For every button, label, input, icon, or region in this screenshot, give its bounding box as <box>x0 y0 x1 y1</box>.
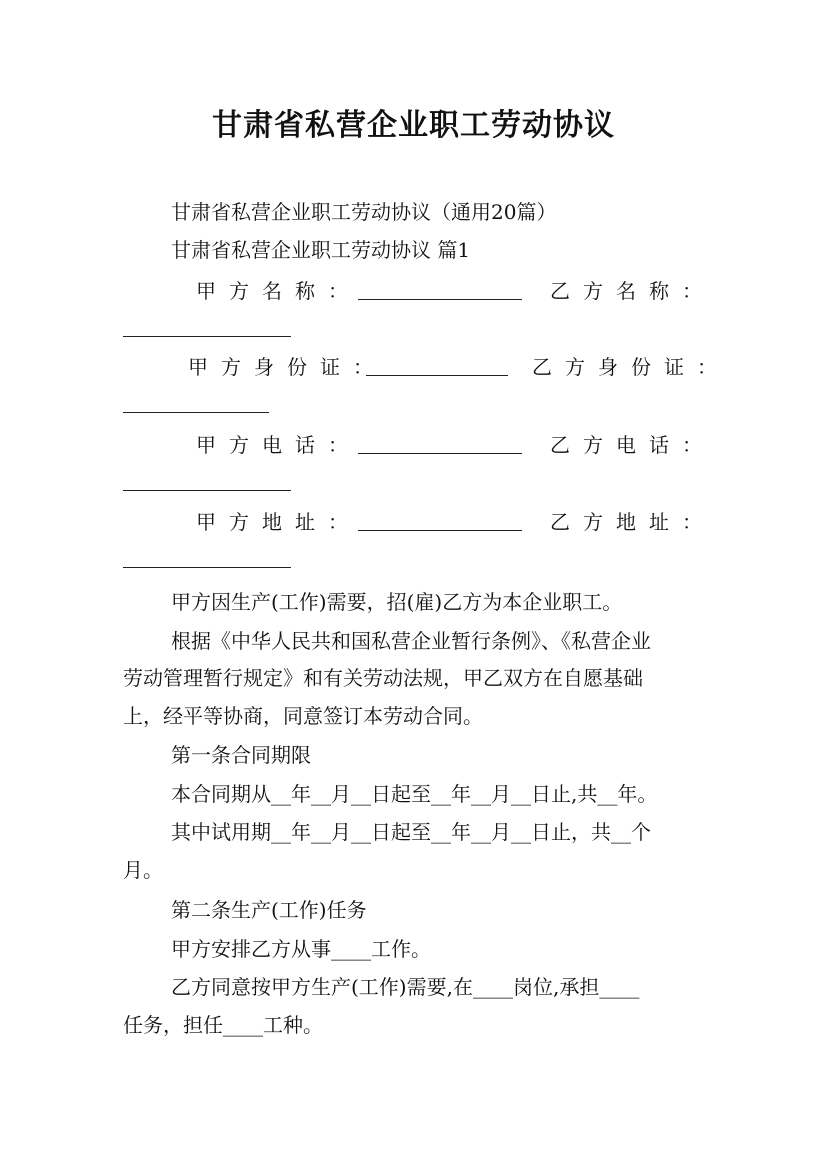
paragraph-recruitment: 甲方因生产(工作)需要，招(雇)乙方为本企业职工。 <box>171 590 623 614</box>
party-name-row <box>123 277 715 305</box>
party-a-name-label: 甲方名称： <box>196 279 361 303</box>
party-a-id-label: 甲方身份证： <box>188 355 386 379</box>
party-b-name-blank <box>123 336 291 337</box>
party-a-name-blank <box>358 299 522 300</box>
party-address-row <box>123 508 715 536</box>
document-subtitle: 甘肃省私营企业职工劳动协议（通用20篇） <box>171 200 557 224</box>
party-b-address-blank <box>123 567 291 568</box>
party-b-phone-blank <box>123 490 291 491</box>
party-a-phone-label: 甲方电话： <box>196 433 361 457</box>
work-assignment-line: 甲方安排乙方从事____工作。 <box>171 937 431 961</box>
contract-term-line: 本合同期从__年__月__日起至__年__月__日止,共__年。 <box>171 782 658 806</box>
party-b-name-label: 乙方名称： <box>550 279 715 303</box>
party-b-id-blank <box>123 412 269 413</box>
party-phone-row <box>123 431 715 459</box>
party-a-address-label: 甲方地址： <box>196 510 361 534</box>
paragraph-legal-basis-cont: 劳动管理暂行规定》和有关劳动法规，甲乙双方在自愿基础 <box>123 666 643 690</box>
party-b-address-label: 乙方地址： <box>550 510 715 534</box>
party-a-phone-blank <box>358 453 522 454</box>
section-heading: 甘肃省私营企业职工劳动协议 篇1 <box>171 238 471 262</box>
article-1-heading: 第一条合同期限 <box>171 743 311 767</box>
document-title: 甘肃省私营企业职工劳动协议 <box>212 108 615 143</box>
post-agreement-line-end: 任务，担任____工种。 <box>123 1013 323 1037</box>
post-agreement-line: 乙方同意按甲方生产(工作)需要,在____岗位,承担____ <box>171 975 640 999</box>
party-a-address-blank <box>358 530 522 531</box>
paragraph-legal-basis: 根据《中华人民共和国私营企业暂行条例》、《私营企业 <box>171 629 651 653</box>
party-id-row <box>123 353 730 381</box>
party-b-id-label: 乙方身份证： <box>532 355 730 379</box>
party-a-id-blank <box>366 375 508 376</box>
paragraph-legal-basis-end: 上，经平等协商，同意签订本劳动合同。 <box>123 704 483 728</box>
article-2-heading: 第二条生产(工作)任务 <box>171 898 367 922</box>
probation-line-end: 月。 <box>123 858 163 882</box>
party-b-phone-label: 乙方电话： <box>550 433 715 457</box>
probation-line: 其中试用期__年__月__日起至__年__月__日止，共__个 <box>171 820 651 844</box>
